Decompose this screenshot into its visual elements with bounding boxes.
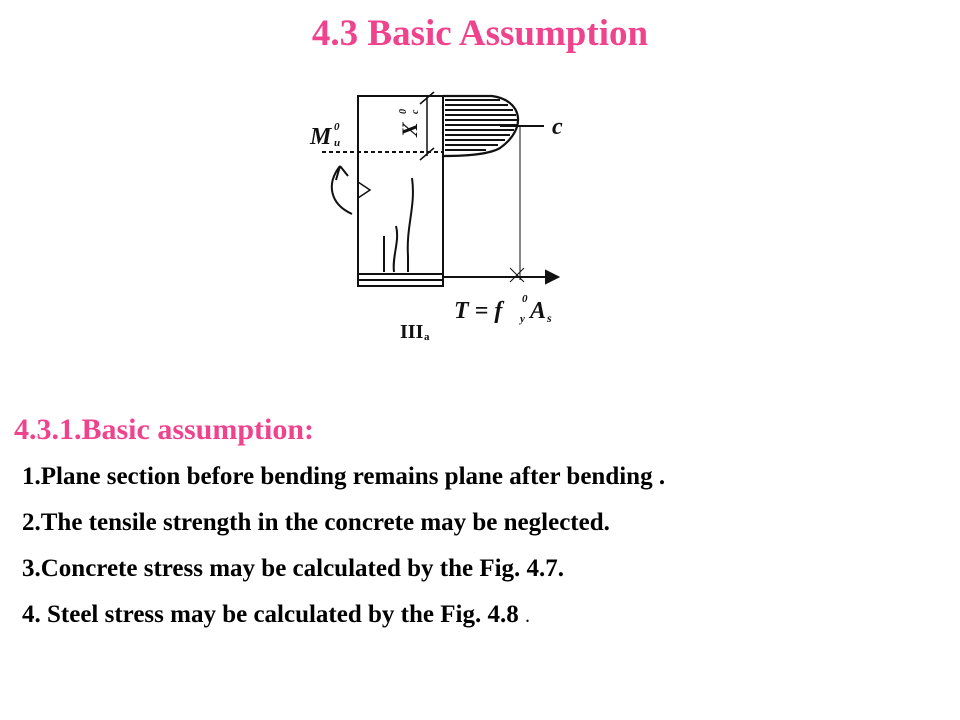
stage-subscript: a xyxy=(424,331,430,343)
tension-label-prefix: T = f xyxy=(454,298,503,324)
tension-label-suffix: A xyxy=(530,298,547,324)
depth-superscript: 0 xyxy=(398,109,409,114)
moment-superscript: 0 xyxy=(334,121,340,133)
crack-line-1 xyxy=(408,178,413,272)
assumption-item-1: 1.Plane section before bending remains plane after bending . xyxy=(22,463,666,490)
assumption-item-2: 2.The tensile strength in the concrete may be neglected. xyxy=(22,509,610,536)
tension-arrow-head xyxy=(546,271,558,283)
tension-suffix-subscript: s xyxy=(547,311,552,325)
moment-label: M xyxy=(310,124,332,150)
assumption-list xyxy=(22,462,665,646)
slide-title: 4.3 Basic Assumption xyxy=(311,13,649,54)
depth-label: X xyxy=(397,122,422,137)
crack-line-2 xyxy=(394,226,397,272)
assumption-item-4 xyxy=(22,600,665,630)
assumption-item-3: 3.Concrete stress may be calculated by the Fig. 4.7. xyxy=(22,555,565,582)
depth-subscript: c xyxy=(410,109,421,114)
stage-label: III xyxy=(400,321,424,343)
moment-arrow xyxy=(332,166,352,214)
tension-marker xyxy=(510,268,524,282)
moment-subscript: u xyxy=(334,137,341,149)
tension-superscript: 0 xyxy=(522,293,528,305)
compression-force-label: c xyxy=(552,114,563,140)
assumption-item-4-period: . xyxy=(524,605,530,627)
tension-subscript: y xyxy=(520,313,525,325)
stress-diagram-svg xyxy=(300,86,600,354)
section-heading: 4.3.1.Basic assumption: xyxy=(14,413,315,446)
assumption-item-4-text: 4. Steel stress may be calculated by the Fig. 4.8 xyxy=(22,601,519,628)
break-line xyxy=(358,182,370,198)
stress-diagram-figure xyxy=(300,86,600,354)
